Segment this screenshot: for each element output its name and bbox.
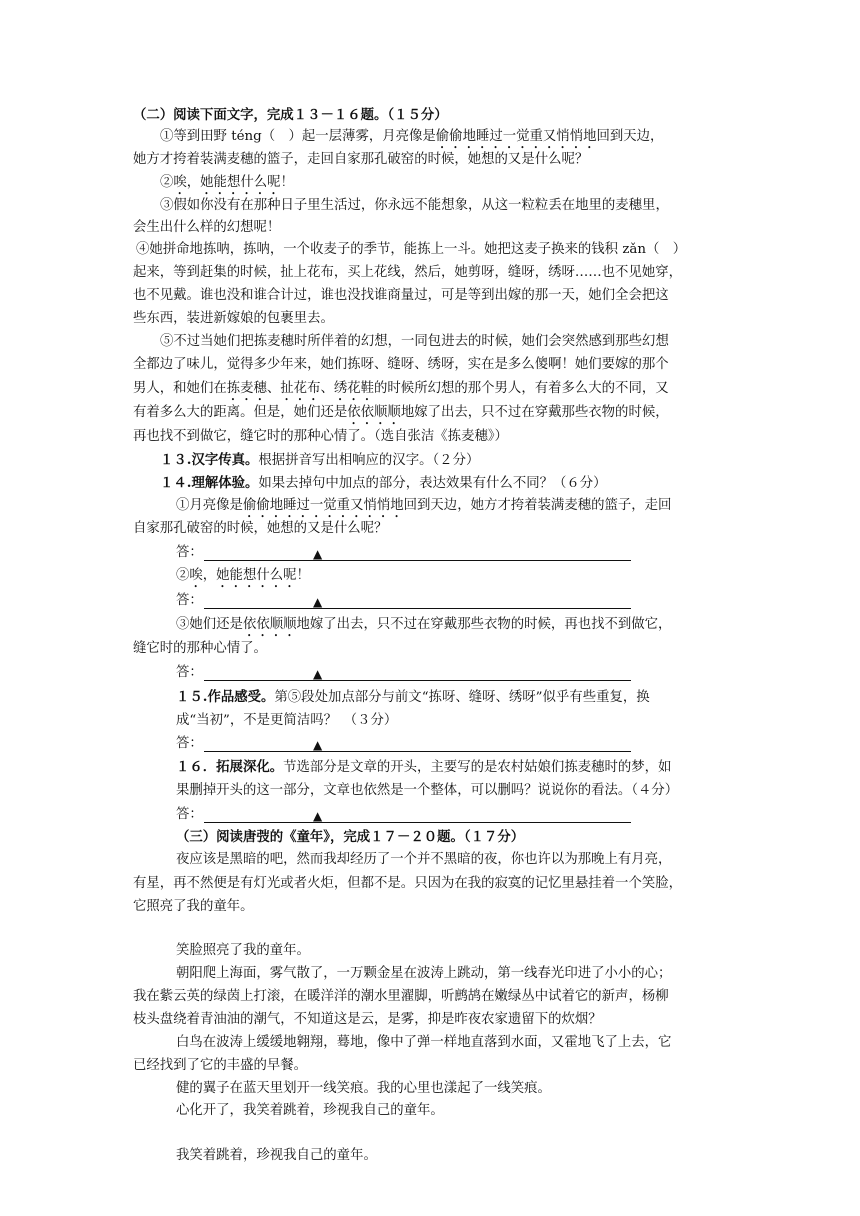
s3-paragraph-1-line3: 它照亮了我的童年。: [133, 899, 254, 914]
question-15-line2: 成“当初”，不是更简洁吗？ （３分）: [176, 713, 398, 728]
question-14-item-1-line2: 自家那孔破窑的时候，她想的又是什么呢？: [133, 521, 388, 536]
paragraph-4-line3: 也不见戴。谁也没和谁合计过，谁也没找谁商量过，可是等到出嫁的那一天，她们全会把这: [133, 288, 669, 303]
paragraph-5-line2: 全都边了味儿，觉得多少年来，她们拣呀、缝呀、绣呀，实在是多么傻啊！她们要嫁的那个: [133, 357, 669, 372]
question-14-item-3-line2: 缝它时的那种心情了。: [133, 641, 267, 656]
answer-line-15: [204, 751, 631, 752]
s3-paragraph-4-line2: 已经找到了它的丰盛的早餐。: [133, 1058, 308, 1073]
paragraph-2: ②唉，她能想什么呢！: [160, 175, 294, 190]
s3-paragraph-5: 健的翼子在蓝天里划开一线笑痕。我的心里也漾起了一线笑痕。: [176, 1081, 551, 1096]
triangle-marker: ▲: [313, 595, 323, 609]
question-15: １５.作品感受。第⑤段处加点部分与前文“拣呀、缝呀、绣呀”似乎有些重复，换: [176, 689, 650, 705]
paragraph-3-line2: 会生出什么样的幻想呢！: [133, 220, 281, 235]
s3-paragraph-1-line2: 有星，再不然便是有灯光或者火炬，但都不是。只因为在我的寂寞的记忆里悬挂着一个笑脸，: [133, 876, 683, 891]
paragraph-4: ④她拼命地拣呐，拣呐，一个收麦子的季节，能拣上一斗。她把这麦子换来的钱积 zǎn（ ）: [136, 242, 687, 257]
triangle-marker: ▲: [313, 738, 323, 752]
triangle-marker: ▲: [313, 667, 323, 681]
answer-line-14-2: [204, 608, 631, 609]
paragraph-5-line5: 再也找不到做它，缝它时的那种心情了。（选自张洁《拣麦穗》）: [133, 429, 508, 444]
question-14-item-1: ①月亮像是偷偷地睡过一觉重又悄悄地回到天边，她方才挎着装满麦穗的篮子，走回: [176, 498, 672, 513]
paragraph-4-line2: 起来，等到赶集的时候，扯上花布，买上花线，然后，她剪呀，缝呀，绣呀……也不见她穿，: [133, 265, 683, 280]
question-14-item-2: ②唉，她能想什么呢！: [176, 568, 310, 583]
paragraph-1: ①等到田野 téng（ ）起一层薄雾，月亮像是偷偷地睡过一觉重又悄悄地回到天边，: [160, 129, 664, 144]
paragraph-5-line4: 有着多么大的距离。但是，她们还是依依顺顺地嫁了出去，只不过在穿戴那些衣物的时候，: [133, 405, 669, 420]
question-14: １４.理解体验。如果去掉句中加点的部分，表达效果有什么不同？（６分）: [160, 475, 607, 491]
s3-paragraph-3: 朝阳爬上海面，雾气散了，一万颗金星在波涛上跳动，第一线春光印进了小小的心；: [176, 966, 672, 981]
answer-label: 答：: [176, 593, 203, 608]
paragraph-5: ⑤不过当她们把拣麦穗时所伴着的幻想，一同包进去的时候，她们会突然感到那些幻想: [160, 334, 669, 349]
answer-line-14-1: [204, 560, 631, 561]
paragraph-1-line2: 她方才挎着装满麦穗的篮子，走回自家那孔破窑的时候，她想的又是什么呢？: [133, 152, 589, 167]
paragraph-3: ③假如你没有在那种日子里生活过，你永远不能想象，从这一粒粒丢在地里的麦穗里，: [160, 198, 669, 213]
question-16-line2: 果删掉开头的这一部分，文章也依然是一个整体，可以删吗？说说你的看法。（４分）: [176, 783, 679, 798]
paragraph-5-line3: 男人，和她们在拣麦穗、扯花布、绣花鞋的时候所幻想的那个男人，有着多么大的不同，又: [133, 381, 669, 396]
answer-label: 答：: [176, 736, 203, 751]
s3-paragraph-2: 笑脸照亮了我的童年。: [176, 943, 310, 958]
s3-paragraph-3-line2: 我在紫云英的绿茵上打滚，在暖洋洋的潮水里濯脚，听鹧鸪在嫩绿丛中试着它的新声，杨柳: [133, 989, 669, 1004]
question-13: １３.汉字传真。根据拼音写出相响应的汉字。（２分）: [160, 452, 480, 468]
s3-paragraph-1: 夜应该是黑暗的吧，然而我却经历了一个并不黑暗的夜，你也许以为那晚上有月亮，: [176, 852, 672, 867]
question-16: １６．拓展深化。节选部分是文章的开头，主要写的是农村姑娘们拣麦穗时的梦，如: [176, 759, 672, 775]
question-14-item-3: ③她们还是依依顺顺地嫁了出去，只不过在穿戴那些衣物的时候，再也找不到做它，: [176, 617, 672, 632]
answer-line-14-3: [204, 680, 631, 681]
answer-label: 答：: [176, 807, 203, 822]
answer-label: 答：: [176, 545, 203, 560]
s3-paragraph-7: 我笑着跳着，珍视我自己的童年。: [176, 1148, 377, 1163]
section3-heading: （三）阅读唐弢的《童年》，完成１７－２０题。（１７分）: [176, 829, 525, 845]
s3-paragraph-4: 白鸟在波涛上缓缓地翱翔，蓦地，像中了弹一样地直落到水面，又霍地飞了上去，它: [176, 1035, 672, 1050]
paragraph-4-line4: 些东西，装进新嫁娘的包裹里去。: [133, 311, 334, 326]
answer-line-16: [204, 822, 631, 823]
triangle-marker: ▲: [313, 547, 323, 561]
s3-paragraph-3-line3: 枝头盘绕着青油油的潮气，不知道这是云，是雾，抑是昨夜农家遗留下的炊烟？: [133, 1012, 602, 1027]
s3-paragraph-6: 心化开了，我笑着跳着，珍视我自己的童年。: [176, 1103, 444, 1118]
section2-heading: （二）阅读下面文字，完成１３－１６题。（１５分）: [133, 107, 448, 123]
triangle-marker: ▲: [313, 809, 323, 823]
answer-label: 答：: [176, 665, 203, 680]
